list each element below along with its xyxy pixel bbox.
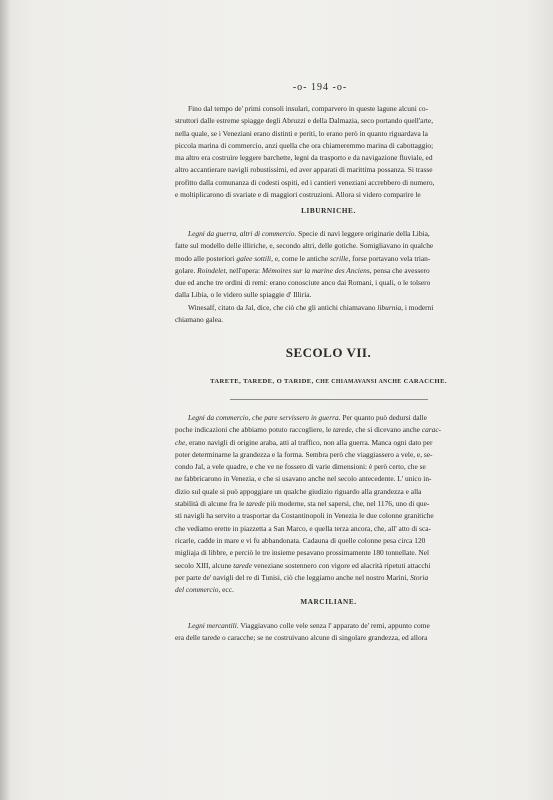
text-line: migliaja di libbre, e perciò le tre insieme pesavano prossimamente 180 tonnellate. Nel <box>175 548 430 558</box>
italic-text: del commercio <box>175 585 219 595</box>
text-line: nella quale, se i Veneziani erano distinti e periti, lo erano però in quanto riguardava la <box>175 128 428 138</box>
text-line: piccola marina di commercio, anzi quella che ora chiameremmo marina di cabottaggio; <box>175 140 434 150</box>
text-line: poche indicazioni che abbiamo potuto raccogliere, le tarede, che si dicevano anche carac- <box>175 425 442 435</box>
text-line: golare. Roindelet, nell'opera: Mémoires sur la marine des Anciens, pensa che avessero <box>175 265 430 275</box>
text-line: e moltiplicarono di svariate e di maggiori costruzioni. Allora si videro comparire le <box>175 190 421 200</box>
text-line: che vediamo erette in piazzetta a San Marco, e quella terza ancora, che, all' atto di sca- <box>175 523 431 533</box>
italic-text: Legni mercantili. <box>188 621 239 630</box>
tarete-heading: TARETE, TAREDE, O TARIDE, CHE CHIAMAVANSI ANCHE CARACCHE. <box>210 378 447 385</box>
italic-text: tarede <box>246 499 265 509</box>
italic-text: galee sottili <box>236 253 272 263</box>
intro-paragraph <box>175 103 482 201</box>
text-line: che, erano navigli di origine araba, atti al traffico, non alla guerra. Manca ogni dato per <box>175 437 433 447</box>
text-line: poter determinarne la grandezza e la forma. Sembra però che viaggiassero a vele, e, se- <box>175 449 433 459</box>
liburniche-heading: LIBURNICHE. <box>301 207 356 215</box>
tarete-paragraph <box>175 412 482 596</box>
ornament-left: -o- <box>292 82 308 93</box>
text-line: chiamano galea. <box>175 315 224 325</box>
italic-text: tarede <box>333 425 352 435</box>
text-line: Fino dal tempo de' primi consoli insulari, comparvero in queste lagune alcuni co- <box>188 104 429 113</box>
text-line: secolo XIII, alcune tarede veneziane sostennero con vigore ed alacrità ripetuti attacchi <box>175 560 431 570</box>
text-line: Legni da guerra, altri di commercio. Specie di navi leggere originarie della Libia, <box>188 229 430 238</box>
italic-text: carac- <box>421 425 442 435</box>
liburniche-paragraph <box>175 228 482 326</box>
text-line: modo alle posteriori galee sottili, e, come le antiche scrille, forse portavano vela trian- <box>175 253 431 263</box>
text-line: sti navigli ha servito a trasportar da Costantinopoli in Venezia le due colonne granitiche <box>175 511 434 521</box>
italic-text: Mémoires sur la marine des Anciens <box>261 265 370 275</box>
text-line: condo Jal, a vele quadre, e che ve ne fossero di varie dimensioni: è però certo, che se <box>175 462 426 472</box>
text-line: per parte de' navigli del re di Tunisi, ciò che leggiamo anche nel nostro Marini, Storia <box>175 572 429 582</box>
text-line: struttori dalle estreme spiagge degli Abruzzi e della Dalmazia, seco portando quell'arte, <box>175 116 434 126</box>
text-line: ma altro era costruire leggere barchette, legni da trasporto e da navigazione fluviale, ed <box>175 153 433 163</box>
text-line: altro accantierare navigli robustissimi, ed aver apparati di marittima possanza. Si trasse <box>175 165 433 175</box>
text-line: stabilità di alcune fra le tarede più moderne, sta nel sapersi, che, nel 1176, uno di que- <box>175 499 430 509</box>
italic-text: Legni da commercio, che pare servissero in guerra. <box>188 413 341 422</box>
italic-text: liburnia <box>377 302 402 312</box>
italic-text: Roindelet <box>197 265 226 275</box>
marciliane-heading: MARCILIANE. <box>300 598 357 606</box>
page-number-value: 194 <box>311 82 329 93</box>
text-line: ricarle, cadde in mare e vi fu abbandonata. Cadauna di quelle colonne pesa circa 120 <box>175 535 426 545</box>
text-line: ne fabbricarono in Venezia, e che si usavano anche nel secolo antecedente. L' unico in- <box>175 474 432 484</box>
page-binding-shadow <box>0 0 10 800</box>
text-line: profitto dalla comunanza di codesti ospiti, ed i cantieri veneziani accrebbero di numero, <box>175 177 435 187</box>
text-line: era delle tarede o caracche; se ne costruivano alcune di singolare grandezza, ed allora <box>175 633 428 643</box>
section-title: SECOLO VII. <box>285 345 372 360</box>
marciliane-paragraph <box>175 620 482 645</box>
text-line: dalla Libia, o le videro sulle spiaggie d' Illiria. <box>175 290 312 300</box>
italic-text: Storia <box>410 572 429 582</box>
italic-text: che <box>175 437 186 447</box>
italic-text: scrille <box>329 253 349 263</box>
text-line: dizio sul quale si può appoggiare un qualche giudizio riguardo alla grandezza e alla <box>175 486 422 496</box>
italic-text: tarede <box>233 560 252 570</box>
page-number <box>290 82 350 93</box>
text-line: Winesalf, citato da Jal, dice, che ciò che gli antichi chiamavano liburnia, i moderni <box>188 302 434 312</box>
divider-rule <box>230 399 428 400</box>
text-line: del commercio, ecc. <box>175 585 234 595</box>
text-line: due ed anche tre ordini di remi: erano conosciute anco dai Romani, i quali, o le tolsero <box>175 278 431 288</box>
ornament-right: -o- <box>332 82 348 93</box>
text-line: Legni da commercio, che pare servissero in guerra. Per quanto può dedursi dalle <box>188 413 427 422</box>
text-line: fatte sul modello delle illiriche, e, secondo altri, delle gotiche. Somigliavano in qualche <box>175 241 434 251</box>
text-line: Legni mercantili. Viaggiavano colle vele senza l' apparato de' remi, appunto come <box>188 621 430 630</box>
italic-text: Legni da guerra, altri di commercio. <box>188 229 297 238</box>
